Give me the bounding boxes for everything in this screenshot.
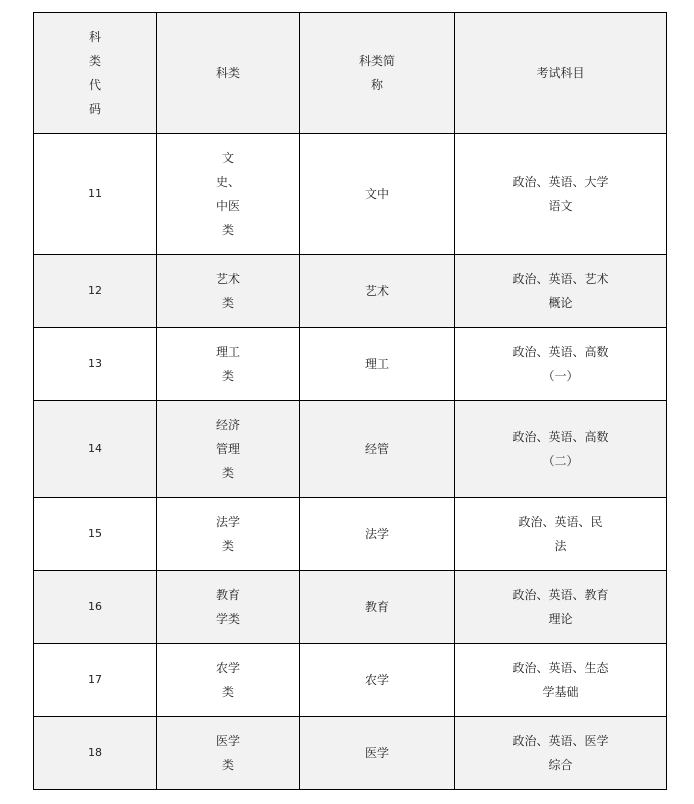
row-code: 16 <box>34 571 157 644</box>
row-category: 文 史、 中医 类 <box>157 134 300 255</box>
table-row <box>34 571 667 644</box>
row-abbr: 农学 <box>300 644 455 717</box>
table-row <box>34 498 667 571</box>
row-abbr: 文中 <box>300 134 455 255</box>
row-abbr: 教育 <box>300 571 455 644</box>
header-category: 科类 <box>157 13 300 134</box>
row-exam: 政治、英语、生态 学基础 <box>455 644 667 717</box>
table-row <box>34 717 667 790</box>
row-code: 12 <box>34 255 157 328</box>
table-row <box>34 134 667 255</box>
table-row <box>34 644 667 717</box>
row-code: 18 <box>34 717 157 790</box>
header-code: 科 类 代 码 <box>34 13 157 134</box>
row-abbr: 法学 <box>300 498 455 571</box>
row-abbr: 理工 <box>300 328 455 401</box>
row-category: 医学 类 <box>157 717 300 790</box>
row-abbr: 经管 <box>300 401 455 498</box>
row-exam: 政治、英语、大学 语文 <box>455 134 667 255</box>
subject-table <box>33 12 667 790</box>
row-category: 理工 类 <box>157 328 300 401</box>
row-code: 11 <box>34 134 157 255</box>
row-category: 教育 学类 <box>157 571 300 644</box>
table-row <box>34 328 667 401</box>
row-abbr: 艺术 <box>300 255 455 328</box>
row-exam: 政治、英语、高数 （二） <box>455 401 667 498</box>
header-abbr: 科类简 称 <box>300 13 455 134</box>
row-category: 经济 管理 类 <box>157 401 300 498</box>
row-code: 17 <box>34 644 157 717</box>
row-exam: 政治、英语、民 法 <box>455 498 667 571</box>
row-category: 艺术 类 <box>157 255 300 328</box>
row-category: 农学 类 <box>157 644 300 717</box>
row-code: 14 <box>34 401 157 498</box>
table-row <box>34 401 667 498</box>
row-code: 13 <box>34 328 157 401</box>
row-category: 法学 类 <box>157 498 300 571</box>
row-exam: 政治、英语、艺术 概论 <box>455 255 667 328</box>
row-exam: 政治、英语、医学 综合 <box>455 717 667 790</box>
table-row <box>34 255 667 328</box>
row-abbr: 医学 <box>300 717 455 790</box>
row-code: 15 <box>34 498 157 571</box>
table-header-row <box>34 13 667 134</box>
header-exam: 考试科目 <box>455 13 667 134</box>
row-exam: 政治、英语、高数 （一） <box>455 328 667 401</box>
row-exam: 政治、英语、教育 理论 <box>455 571 667 644</box>
